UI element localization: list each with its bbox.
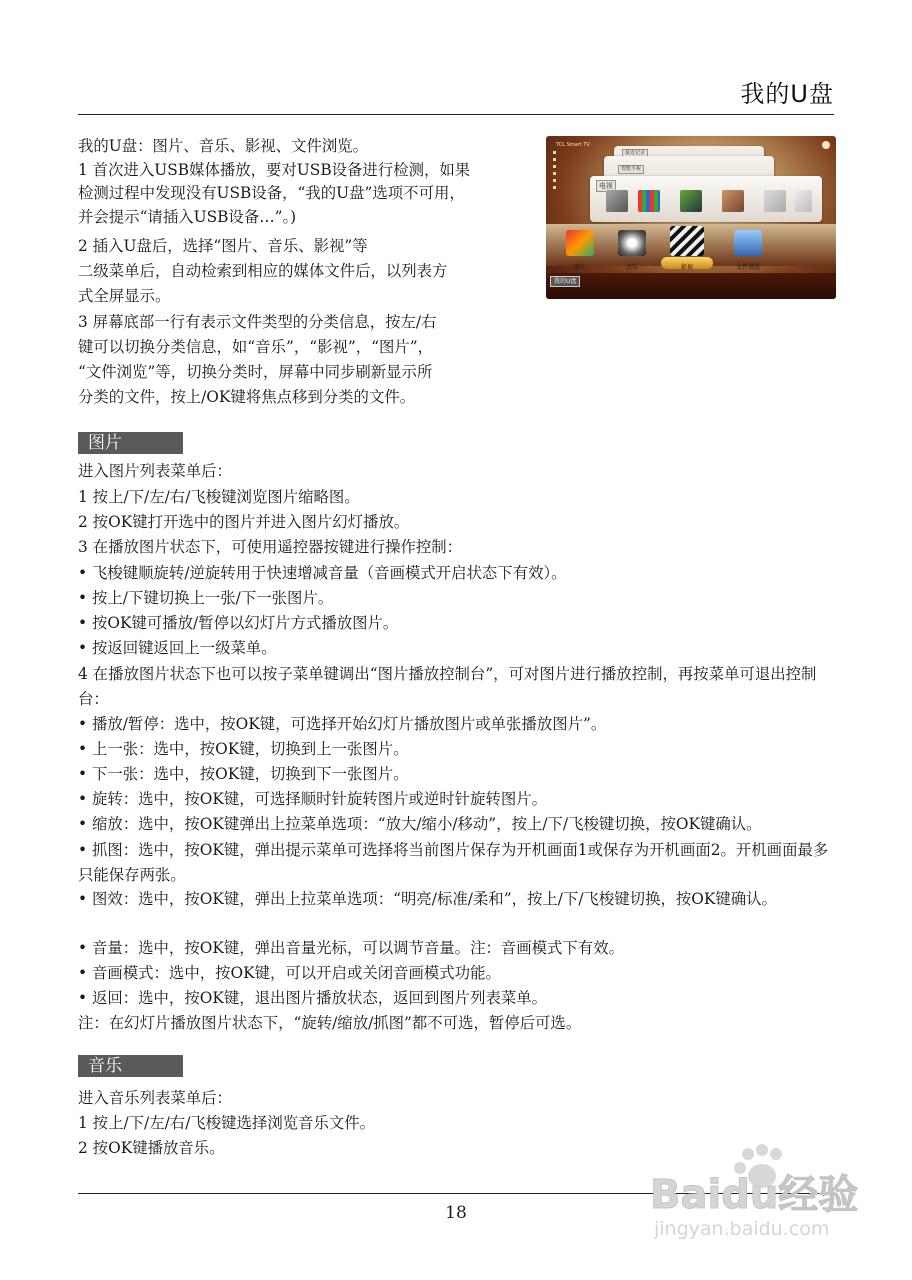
card-label: 最近记录 [622, 149, 648, 158]
pictures-tail: • 音量：选中，按OK键，弹出音量光标，可以调节音量。注：音画模式下有效。 [78, 939, 624, 957]
pictures-control: • 下一张：选中，按OK键，切换到下一张图片。 [78, 765, 409, 783]
tv-icon-label: 文件浏览 [735, 264, 760, 271]
pictures-line: 2 按OK键打开选中的图片并进入图片幻灯播放。 [78, 513, 410, 531]
watermark-brand: Baidu经验 [650, 1172, 859, 1218]
pictures-line: 进入图片列表菜单后： [78, 462, 232, 480]
tv-icon-label: 影视 [680, 264, 693, 271]
intro-line: 检测过程中发现没有USB设备，“我的U盘”选项不可用， [78, 184, 465, 202]
pictures-control: • 缩放：选中，按OK键弹出上拉菜单选项：“放大/缩小/移动”，按上/下/飞梭键切换，按OK键确认。 [78, 815, 762, 833]
music-icon[interactable] [618, 230, 646, 256]
thumb-icon [638, 190, 660, 212]
pictures-icon[interactable] [566, 230, 594, 256]
intro-line: 3 屏幕底部一行有表示文件类型的分类信息，按左/右 [78, 313, 437, 331]
intro-line: 我的U盘：图片、音乐、影视、文件浏览。 [78, 137, 369, 155]
pictures-line: • 按上/下键切换上一张/下一张图片。 [78, 589, 334, 607]
intro-line: 式全屏显示。 [78, 287, 171, 305]
tv-bottom-bar [546, 273, 836, 299]
intro-line: “文件浏览”等，切换分类时，屏幕中同步刷新显示所 [78, 363, 433, 381]
section-heading-pictures: 图片 [78, 432, 183, 454]
page-title: 我的U盘 [740, 80, 834, 108]
pictures-capture: • 抓图：选中，按OK键，弹出提示菜单可选择将当前图片保存为开机画面1或保存为开机画面2。开机画面最多只能保存两张。 [78, 841, 829, 884]
pictures-tail: 注：在幻灯片播放图片状态下，“旋转/缩放/抓图”都不可选，暂停后可选。 [78, 1014, 582, 1032]
thumb-icon [680, 190, 702, 212]
tv-brand: TCL Smart TV [556, 142, 590, 148]
tv-status-icon [822, 141, 830, 149]
pictures-tail: • 音画模式：选中，按OK键，可以开启或关闭音画模式功能。 [78, 964, 501, 982]
tv-icon-label: 音乐 [625, 264, 638, 271]
thumb-icon [606, 190, 628, 212]
intro-line: 键可以切换分类信息，如“音乐”，“影视”，“图片”， [78, 338, 434, 356]
card-label: 电视 [596, 180, 616, 192]
thumb-icon [722, 190, 744, 212]
pictures-line: 1 按上/下/左/右/飞梭键浏览图片缩略图。 [78, 488, 360, 506]
pictures-control: • 旋转：选中，按OK键，可选择顺时针旋转图片或逆时针旋转图片。 [78, 790, 548, 808]
card-label: 智能平板 [618, 165, 644, 174]
thumb-icon [794, 190, 812, 212]
files-icon[interactable] [734, 230, 762, 256]
header-rule [78, 114, 834, 115]
page-number: 18 [445, 1203, 467, 1223]
section-heading-music: 音乐 [78, 1055, 183, 1077]
pictures-line: • 按OK键可播放/暂停以幻灯片方式播放图片。 [78, 614, 399, 632]
tv-screenshot [546, 136, 836, 299]
pictures-tail: • 返回：选中，按OK键，退出图片播放状态，返回到图片列表菜单。 [78, 989, 548, 1007]
intro-line: 分类的文件，按上/OK键将焦点移到分类的文件。 [78, 388, 416, 406]
music-line: 进入音乐列表菜单后： [78, 1089, 232, 1107]
pictures-control: • 播放/暂停：选中，按OK键，可选择开始幻灯片播放图片或单张播放图片”。 [78, 715, 607, 733]
music-line: 1 按上/下/左/右/飞梭键选择浏览音乐文件。 [78, 1114, 376, 1132]
watermark-url: jingyan.baidu.com [654, 1218, 830, 1240]
intro-line: 1 首次进入USB媒体播放，要对USB设备进行检测，如果 [78, 161, 471, 179]
intro-line: 并会提示“请插入USB设备…”。) [78, 208, 297, 226]
baidu-watermark-logo [640, 1140, 890, 1250]
thumb-icon [764, 190, 786, 212]
movies-icon[interactable] [670, 226, 704, 256]
pictures-item4: 4 在播放图片状态下也可以按子菜单键调出“图片播放控制台”，可对图片进行播放控制，再按菜单可退出控制台： [78, 665, 817, 708]
pictures-line: 3 在播放图片状态下，可使用遥控器按键进行操作控制： [78, 538, 463, 556]
pictures-line: • 按返回键返回上一级菜单。 [78, 639, 277, 657]
pictures-control: • 上一张：选中，按OK键，切换到上一张图片。 [78, 740, 409, 758]
intro-line: 2 插入U盘后，选择“图片、音乐、影视”等 [78, 237, 368, 255]
tv-menu-dots-icon [553, 151, 556, 191]
music-line: 2 按OK键播放音乐。 [78, 1139, 225, 1157]
tv-bottom-label: 我的U盘 [550, 276, 580, 287]
intro-line: 二级菜单后，自动检索到相应的媒体文件后，以列表方 [78, 262, 448, 280]
pictures-line: • 飞梭键顺旋转/逆旋转用于快速增减音量（音画模式开启状态下有效）。 [78, 564, 567, 582]
pictures-effect: • 图效：选中，按OK键，弹出上拉菜单选项：“明亮/标准/柔和”，按上/下/飞梭键切换，按OK键确认。 [78, 890, 777, 908]
tv-icon-label: 图片 [573, 264, 586, 271]
tv-card-tv [590, 176, 822, 222]
